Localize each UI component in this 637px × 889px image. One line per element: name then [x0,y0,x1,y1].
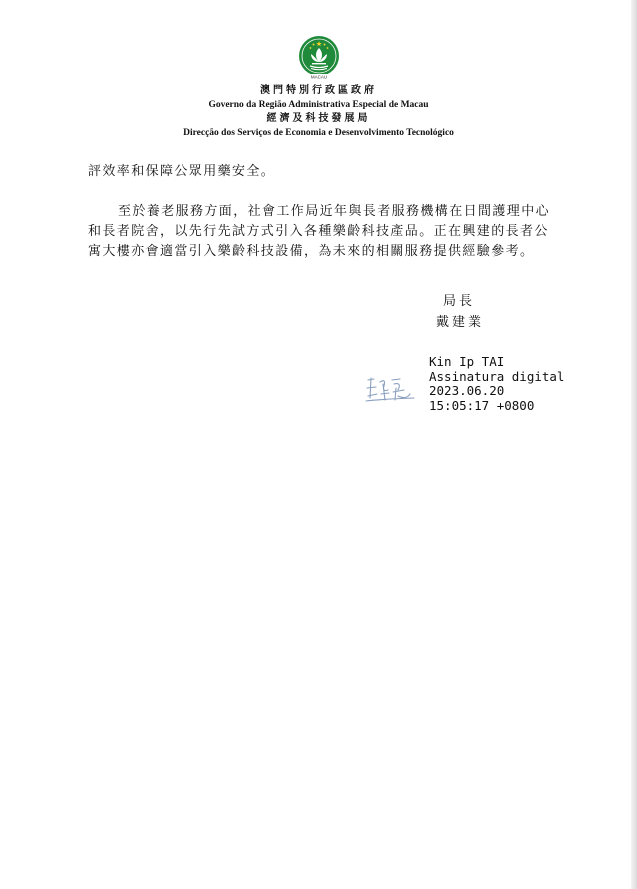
handwritten-signature-icon [364,374,418,404]
digital-signature-date: 2023.06.20 [429,383,505,398]
digital-signature-block [429,355,564,413]
paragraph-2 [88,202,588,262]
paragraph-2-line: 和長者院舍，以先行先試方式引入各種樂齡科技產品。正在興建的長者公 [88,224,549,239]
digital-signer: Kin Ip TAI [429,354,505,369]
digital-signature-label: Assinatura digital [429,368,565,384]
department-name-pt: Direcção dos Serviços de Economia e Desenvolvimento Tecnológico [183,128,454,138]
paragraph-1: 評效率和保障公眾用藥安全。 [88,164,276,179]
government-name-pt: Governo da Região Administrativa Especial de Macau [208,100,429,110]
emblem-text: MACAU [310,74,327,80]
macau-emblem-icon [296,34,342,80]
government-name-zh: 澳門特別行政區政府 [260,85,377,96]
paragraph-2-line: 至於養老服務方面，社會工作局近年與長者服務機構在日間護理中心 [118,204,551,219]
digital-signature-time: 15:05:17 +0800 [429,397,535,413]
signatory-name: 戴建業 [436,315,485,330]
signatory-role: 局長 [443,294,476,309]
paragraph-2-line: 寓大樓亦會適當引入樂齡科技設備，為未來的相關服務提供經驗參考。 [88,244,535,259]
department-name-zh: 經濟及科技發展局 [266,113,371,124]
letterhead [0,34,637,140]
